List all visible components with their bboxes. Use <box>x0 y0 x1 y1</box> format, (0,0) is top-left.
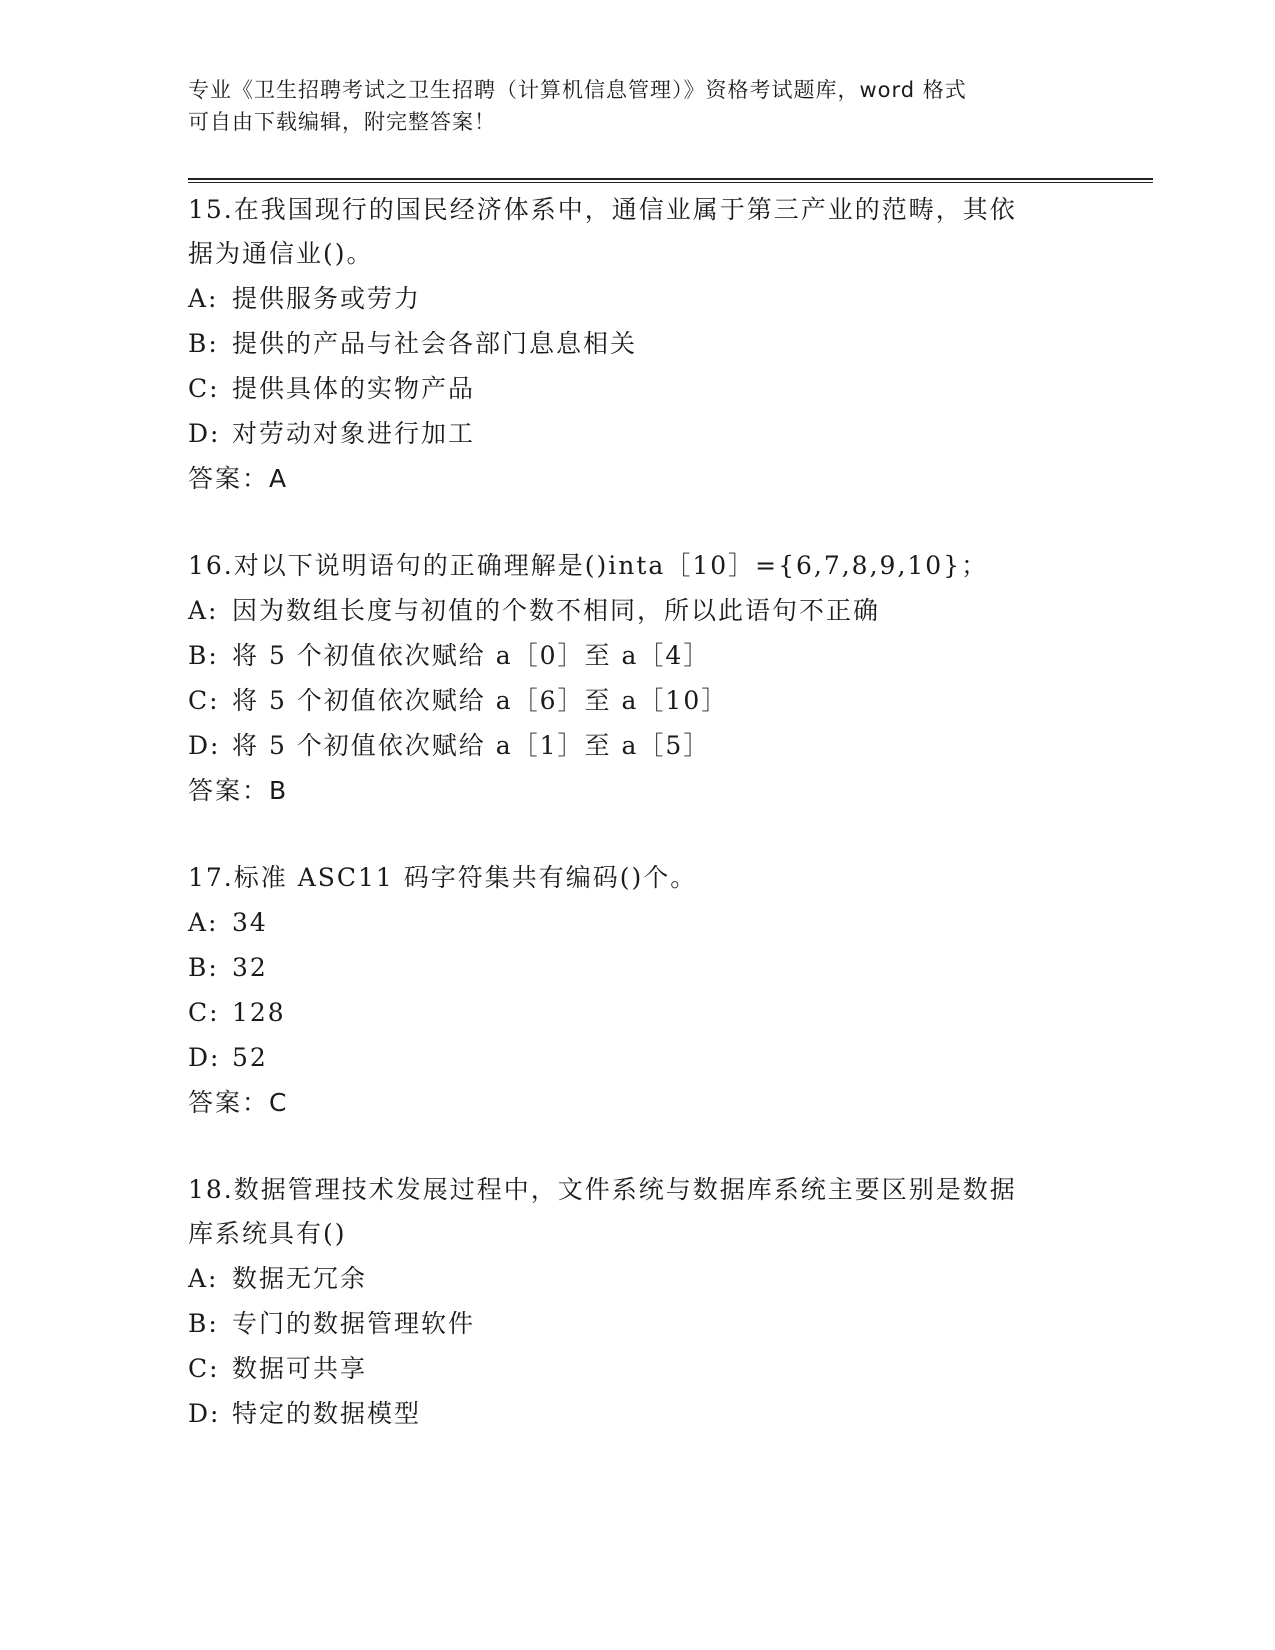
option-text: 数据可共享 <box>232 1354 368 1383</box>
option-b <box>188 945 1088 990</box>
option-c <box>188 990 1088 1035</box>
option-d <box>188 1391 1088 1436</box>
option-text: 将 5 个初值依次赋给 a［0］至 a［4］ <box>232 641 711 670</box>
header-line-1: 专业《卫生招聘考试之卫生招聘（计算机信息管理）》资格考试题库，word 格式 <box>188 78 967 102</box>
option-letter: D: <box>188 731 221 760</box>
question-15 <box>188 188 1088 501</box>
option-c <box>188 1346 1088 1391</box>
option-text: 对劳动对象进行加工 <box>232 419 476 448</box>
option-text: 提供的产品与社会各部门息息相关 <box>232 329 638 358</box>
answer-line <box>188 1080 1088 1125</box>
answer-label: 答案： <box>188 464 270 493</box>
option-b <box>188 633 1088 678</box>
answer-line <box>188 768 1088 813</box>
option-text: 128 <box>232 998 286 1027</box>
option-letter: B: <box>188 953 219 982</box>
option-letter: A: <box>188 596 219 625</box>
question-17 <box>188 856 1088 1125</box>
option-d <box>188 1035 1088 1080</box>
option-b <box>188 1301 1088 1346</box>
option-text: 专门的数据管理软件 <box>232 1309 476 1338</box>
option-letter: B: <box>188 1309 219 1338</box>
answer-value: C <box>269 1088 289 1117</box>
option-text: 32 <box>232 953 268 982</box>
question-stem-line: 16.对以下说明语句的正确理解是()inta［10］={6,7,8,9,10}； <box>188 551 989 580</box>
question-16 <box>188 544 1088 813</box>
question-stem-line: 18.数据管理技术发展过程中，文件系统与数据库系统主要区别是数据 <box>188 1175 1017 1204</box>
option-text: 将 5 个初值依次赋给 a［1］至 a［5］ <box>232 731 711 760</box>
option-letter: C: <box>188 374 220 403</box>
answer-line <box>188 456 1088 501</box>
question-18 <box>188 1168 1088 1436</box>
answer-label: 答案： <box>188 776 270 805</box>
document-header <box>188 74 1068 138</box>
option-d <box>188 411 1088 456</box>
option-letter: A: <box>188 284 219 313</box>
option-c <box>188 678 1088 723</box>
option-a <box>188 276 1088 321</box>
question-stem-line: 17.标准 ASC11 码字符集共有编码()个。 <box>188 863 698 892</box>
question-stem-line: 库系统具有() <box>188 1219 347 1248</box>
header-divider <box>188 178 1153 183</box>
option-letter: C: <box>188 686 220 715</box>
question-stem-line: 据为通信业()。 <box>188 239 374 268</box>
option-a <box>188 1256 1088 1301</box>
option-text: 提供具体的实物产品 <box>232 374 476 403</box>
option-letter: C: <box>188 998 220 1027</box>
option-letter: B: <box>188 641 219 670</box>
option-c <box>188 366 1088 411</box>
option-text: 特定的数据模型 <box>232 1399 422 1428</box>
option-text: 数据无冗余 <box>232 1264 368 1293</box>
question-list <box>188 188 1088 1479</box>
option-a <box>188 900 1088 945</box>
option-b <box>188 321 1088 366</box>
option-letter: D: <box>188 1043 221 1072</box>
header-line-2: 可自由下载编辑，附完整答案！ <box>188 110 496 134</box>
option-text: 因为数组长度与初值的个数不相同，所以此语句不正确 <box>232 596 881 625</box>
option-letter: B: <box>188 329 219 358</box>
answer-value: A <box>269 464 289 493</box>
option-text: 34 <box>232 908 268 937</box>
option-text: 提供服务或劳力 <box>232 284 422 313</box>
question-stem-line: 15.在我国现行的国民经济体系中，通信业属于第三产业的范畴，其依 <box>188 195 1017 224</box>
option-letter: A: <box>188 908 219 937</box>
option-letter: D: <box>188 1399 221 1428</box>
option-letter: D: <box>188 419 221 448</box>
option-d <box>188 723 1088 768</box>
answer-value: B <box>269 776 289 805</box>
option-a <box>188 588 1088 633</box>
answer-label: 答案： <box>188 1088 270 1117</box>
option-letter: C: <box>188 1354 220 1383</box>
option-letter: A: <box>188 1264 219 1293</box>
option-text: 将 5 个初值依次赋给 a［6］至 a［10］ <box>232 686 729 715</box>
option-text: 52 <box>232 1043 268 1072</box>
